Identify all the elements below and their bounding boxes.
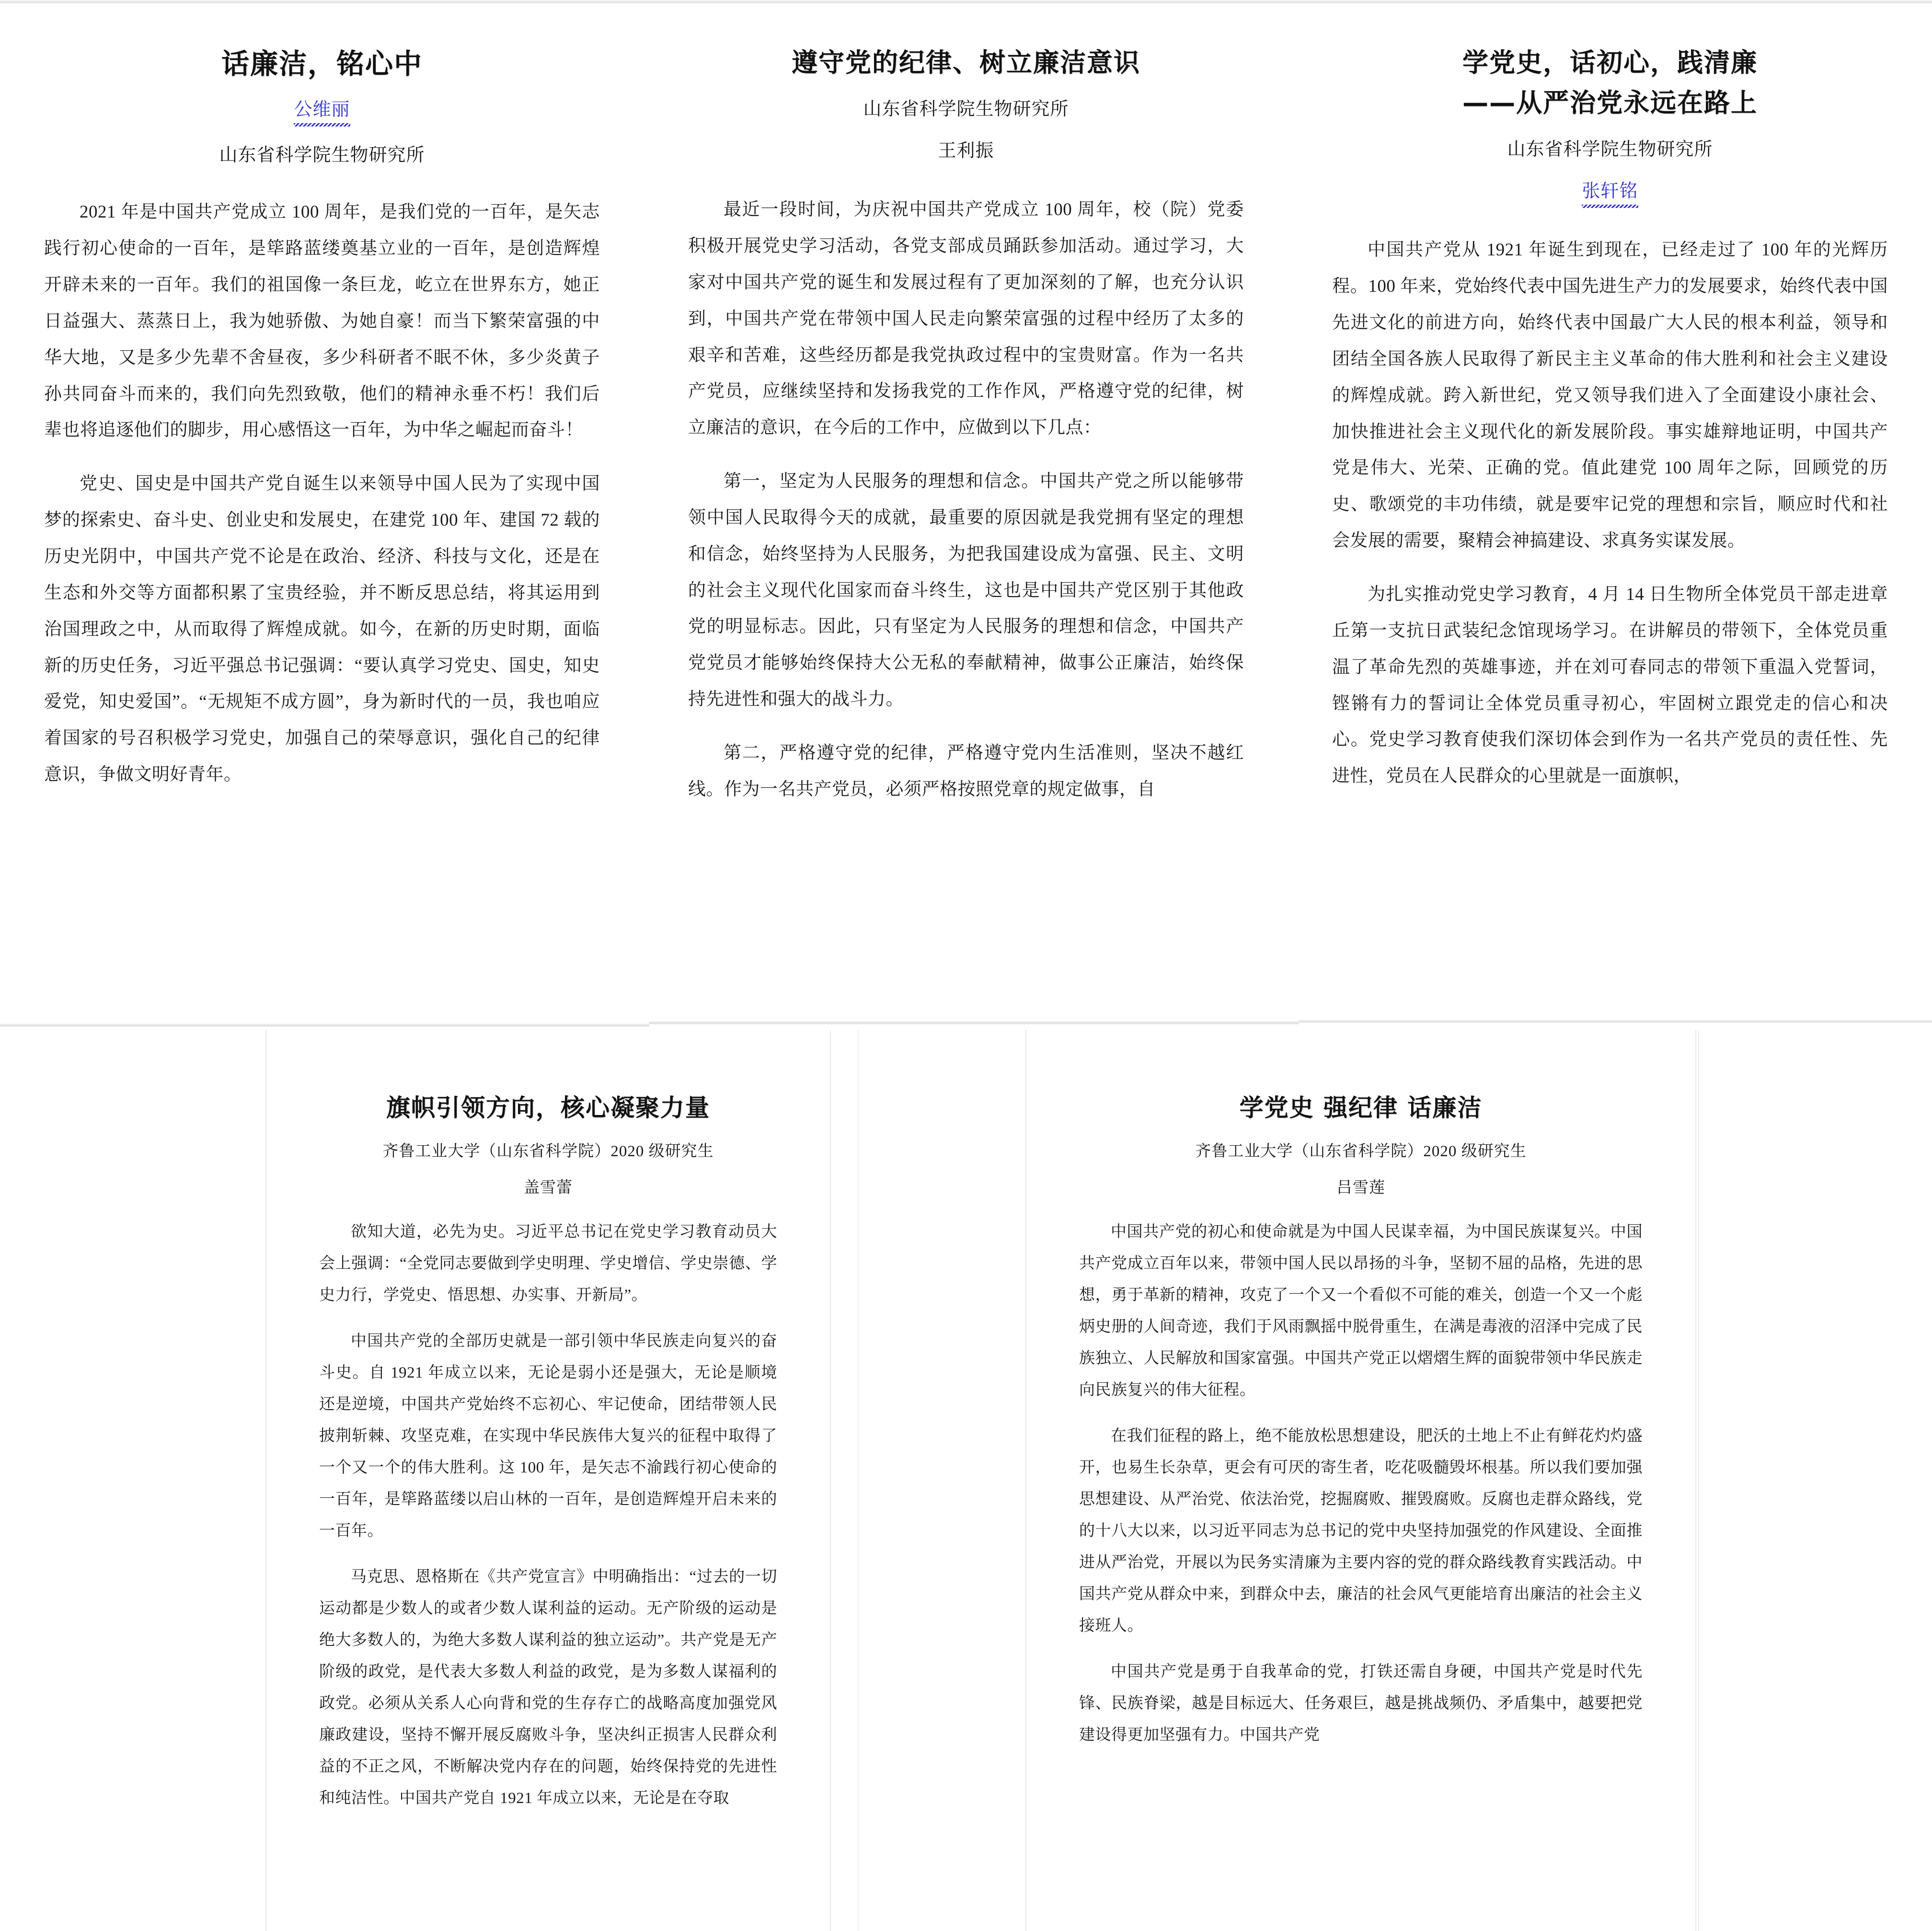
page-title: 学党史，话初心，践清廉	[1462, 47, 1758, 78]
affiliation: 齐鲁工业大学（山东省科学院）2020 级研究生	[1195, 1143, 1527, 1160]
affiliation: 山东省科学院生物研究所	[219, 145, 425, 166]
document-page-3[interactable]	[1288, 0, 1932, 1030]
document-page-4[interactable]	[265, 1030, 831, 1931]
document-page-5[interactable]	[1025, 1030, 1696, 1931]
page-rule	[1698, 1030, 1699, 1931]
author-name: 张轩铭	[1582, 178, 1638, 207]
paragraph: 中国共产党的初心和使命就是为中国人民谋幸福，为中国民族谋复兴。中国共产党成立百年以来，带领中国人民以昂扬的斗争，坚韧不屈的品格，先进的思想，勇于革新的精神，攻克了一个又一个看似不可能的难关，创造一个又一个彪炳史册的人间奇迹，我们于风雨飘摇中脱骨重生，在满是毒液的沼泽中完成了民族独立、人民解放和国家富强。中国共产党正以熠熠生辉的面貌带领中华民族走向民族复兴的伟大征程。	[1079, 1223, 1643, 1399]
page-title: 旗帜引领方向，核心凝聚力量	[386, 1094, 710, 1122]
paragraph: 中国共产党从 1921 年诞生到现在，已经走过了 100 年的光辉历程。100 年来，党始终代表中国先进生产力的发展要求，始终代表中国先进文化的前进方向，始终代表中国最广大人民的根本利益，领导和团结全国各族人民取得了新民主主义革命的伟大胜利和社会主义建设的辉煌成就。跨入新世纪，党又领导我们进入了全面建设小康社会、加快推进社会主义现代化的新发展阶段。事实雄辩地证明，中国共产党是伟大、光荣、正确的党。值此建党 100 周年之际，回顾党的历史、歌颂党的丰功伟绩，就是要牢记党的理想和宗旨，顺应时代和社会发展的需要，聚精会神搞建设、求真务实谋发展。	[1332, 240, 1888, 551]
page-separator	[0, 1020, 1932, 1030]
page-top-edge	[1288, 0, 1932, 4]
author-line	[1079, 1176, 1643, 1202]
paragraph: 第一，坚定为人民服务的理想和信念。中国共产党之所以能够带领中国人民取得今天的成就，最重要的原因就是我党拥有坚定的理想和信念，始终坚持为人民服务，为把我国建设成为富强、民主、文明的社会主义现代化国家而奋斗终生，这也是中国共产党区别于其他政党的明显标志。因此，只有坚定为人民服务的理想和信念，中国共产党党员才能够始终保持大公无私的奉献精神，做事公正廉洁，始终保持先进性和强大的战斗力。	[688, 471, 1244, 710]
page-title: 话廉洁，铭心中	[221, 47, 423, 80]
paragraph: 中国共产党的全部历史就是一部引领中华民族走向复兴的奋斗史。自 1921 年成立以来，无论是弱小还是强大，无论是顺境还是逆境，中国共产党始终不忘初心、牢记使命，团结带领人民披荆斩棘、攻坚克难，在实现中华民族伟大复兴的征程中取得了一个又一个的伟大胜利。这 100 年，是矢志不渝践行初心使命的一百年，是筚路蓝缕以启山林的一百年，是创造辉煌开启未来的一百年。	[319, 1333, 777, 1540]
author-name: 吕雪莲	[1336, 1179, 1385, 1196]
page-edge-bar	[0, 1023, 649, 1027]
paragraph: 2021 年是中国共产党成立 100 周年，是我们党的一百年，是矢志践行初心使命的一百年，是筚路蓝缕奠基立业的一百年，是创造辉煌开辟未来的一百年。我们的祖国像一条巨龙，屹立在世界东方，她正日益强大、蒸蒸日上，我为她骄傲、为她自豪！而当下繁荣富强的中华大地，又是多少先辈不舍昼夜，多少科研者不眠不休，多少炎黄子孙共同奋斗而来的，我们向先烈致敬，他们的精神永垂不朽！我们后辈也将追逐他们的脚步，用心感悟这一百年，为中华之崛起而奋斗！	[44, 202, 600, 440]
page-title: 遵守党的纪律、树立廉洁意识	[792, 47, 1140, 78]
author-line	[0, 96, 644, 126]
author-line	[1288, 178, 1932, 207]
author-name: 盖雪蕾	[524, 1179, 573, 1196]
paragraph: 欲知大道，必先为史。习近平总书记在党史学习教育动员大会上强调：“全党同志要做到学史明理、学史增信、学史崇德、学史力行，学党史、悟思想、办实事、开新局”。	[319, 1223, 777, 1304]
paragraph: 党史、国史是中国共产党自诞生以来领导中国人民为了实现中国梦的探索史、奋斗史、创业史和发展史，在建党 100 年、建国 72 载的历史光阴中，中国共产党不论是在政治、经济、科技与文化，还是在生态和外交等方面都积累了宝贵经验，并不断反思总结，将其运用到治国理政之中，从而取得了辉煌成就。如今，在新的历史时期，面临新的历史任务，习近平强总书记强调：“要认真学习党史、国史，知史爱党，知史爱国”。“无规矩不成方圆”，身为新时代的一员，我也咱应着国家的号召积极学习党史，加强自己的荣辱意识，强化自己的纪律意识，争做文明好青年。	[44, 474, 600, 785]
paragraph: 中国共产党是勇于自我革命的党，打铁还需自身硬，中国共产党是时代先锋、民族脊梁，越是目标远大、任务艰巨，越是挑战频仍、矛盾集中，越要把党建设得更加坚强有力。中国共产党	[1079, 1663, 1643, 1744]
page-top-edge	[0, 0, 644, 4]
paragraph: 为扎实推动党史学习教育，4 月 14 日生物所全体党员干部走进章丘第一支抗日武装纪念馆现场学习。在讲解员的带领下，全体党员重温了革命先烈的英雄事迹，并在刘可春同志的带领下重温入党誓词，铿锵有力的誓词让全体党员重寻初心，牢固树立跟党走的信心和决心。党史学习教育使我们深切体会到作为一名共产党员的责任性、先进性，党员在人民群众的心里就是一面旗帜，	[1332, 584, 1888, 786]
paragraph: 在我们征程的路上，绝不能放松思想建设，肥沃的土地上不止有鲜花灼灼盛开，也易生长杂草，更会有可厌的寄生者，吃花吸髓毁坏根基。所以我们要加强思想建设、从严治党、依法治党，挖掘腐败、摧毁腐败。反腐也走群众路线，党的十八大以来，以习近平同志为总书记的党中央坚持加强党的作风建设、全面推进从严治党，开展以为民务实清廉为主要内容的党的群众路线教育实践活动。中国共产党从群众中来，到群众中去，廉洁的社会风气更能培育出廉洁的社会主义接班人。	[1079, 1427, 1643, 1634]
affiliation: 山东省科学院生物研究所	[863, 99, 1069, 120]
affiliation: 山东省科学院生物研究所	[1507, 139, 1713, 160]
author-name: 王利振	[938, 141, 994, 161]
document-page-2[interactable]	[644, 0, 1288, 1030]
author-line	[644, 138, 1288, 167]
page-title: 学党史 强纪律 话廉洁	[1239, 1094, 1483, 1122]
page-edge-bar	[1299, 1020, 1932, 1023]
paragraph: 第二，严格遵守党的纪律，严格遵守党内生活准则，坚决不越红线。作为一名共产党员，必须严格按照党章的规定做事，自	[688, 743, 1244, 799]
document-row-bottom	[0, 1030, 1932, 1931]
document-page-1[interactable]	[0, 0, 644, 1030]
page-edge-bar	[649, 1021, 1299, 1024]
paragraph: 最近一段时间，为庆祝中国共产党成立 100 周年，校（院）党委积极开展党史学习活动，各党支部成员踊跃参加活动。通过学习，大家对中国共产党的诞生和发展过程有了更加深刻的了解，也充分认识到，中国共产党在带领中国人民走向繁荣富强的过程中经历了太多的艰辛和苦难，这些经历都是我党执政过程中的宝贵财富。作为一名共产党员，应继续坚持和发扬我党的工作作风，严格遵守党的纪律，树立廉洁的意识，在今后的工作中，应做到以下几点：	[688, 200, 1244, 438]
page-subtitle: ——从严治党永远在路上	[1462, 88, 1758, 118]
page-top-edge	[644, 0, 1288, 4]
page-rule	[858, 1030, 859, 1931]
author-line	[319, 1176, 777, 1202]
paragraph: 马克思、恩格斯在《共产党宣言》中明确指出：“过去的一切运动都是少数人的或者少数人谋利益的运动。无产阶级的运动是绝大多数人的，为绝大多数人谋利益的独立运动”。共产党是无产阶级的政党，是代表大多数人利益的政党，是为多数人谋福利的政党。必须从关系人心向背和党的生存存亡的战略高度加强党风廉政建设，坚持不懈开展反腐败斗争，坚决纠正损害人民群众利益的不正之风，不断解决党内存在的问题，始终保持党的先进性和纯洁性。中国共产党自 1921 年成立以来，无论是在夺取	[319, 1568, 777, 1807]
author-name: 公维丽	[294, 96, 350, 126]
affiliation: 齐鲁工业大学（山东省科学院）2020 级研究生	[382, 1143, 714, 1160]
